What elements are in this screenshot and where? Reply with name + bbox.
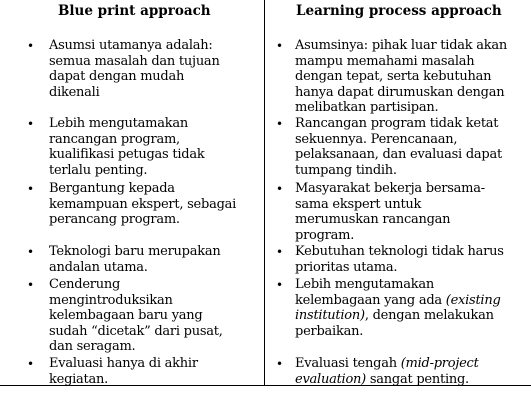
item-line: Cenderung [49, 277, 121, 292]
item-italic-text: institution) [295, 308, 365, 323]
bullet-icon: • [27, 278, 35, 292]
item-text: Evaluasi tengah [295, 356, 401, 371]
bullet-icon: • [27, 245, 35, 259]
item-line [295, 356, 479, 372]
item-line: Lebih mengutamakan [49, 116, 188, 131]
list-item [295, 181, 485, 243]
item-line: perbaikan. [295, 323, 364, 339]
list-item [295, 38, 507, 116]
item-line: tumpang tindih. [295, 162, 397, 178]
item-line: program. [295, 227, 355, 243]
item-line: sekuennya. Perencanaan, [295, 131, 458, 147]
item-text: sangat penting. [365, 371, 469, 387]
item-line: Rancangan program tidak ketat [295, 116, 499, 131]
item-line: Teknologi baru merupakan [49, 244, 221, 259]
bullet-icon: • [27, 39, 35, 53]
bullet-icon: • [276, 39, 284, 53]
list-item [49, 356, 198, 387]
item-line: dikenali [49, 84, 100, 100]
item-line: mampu memahami masalah [295, 53, 475, 69]
list-item [49, 277, 223, 355]
item-text: kelembagaan yang ada [295, 292, 446, 308]
item-line: dan seragam. [49, 339, 136, 354]
item-line: kegiatan. [49, 371, 109, 387]
item-line [295, 293, 501, 309]
item-line: dapat dengan mudah [49, 69, 185, 84]
item-line: mengintroduksikan [49, 292, 173, 308]
list-item [49, 181, 236, 228]
item-line: sudah “dicetak” dari pusat, [49, 323, 223, 339]
item-line: hanya dapat dirumuskan dengan [295, 84, 505, 100]
item-line: andalan utama. [49, 259, 148, 275]
item-line: perancang program. [49, 212, 180, 227]
list-item [49, 244, 221, 275]
header-blueprint: Blue print approach [58, 3, 211, 19]
list-item [295, 277, 501, 339]
item-line: Evaluasi hanya di akhir [49, 356, 198, 371]
item-line: rancangan program, [49, 131, 180, 147]
item-line: Asumsinya: pihak luar tidak akan [295, 38, 508, 53]
bullet-icon: • [27, 182, 35, 196]
item-line: merumuskan rancangan [295, 212, 451, 227]
item-line: terlalu penting. [49, 162, 148, 178]
item-line: Masyarakat bekerja bersama- [295, 181, 485, 196]
item-italic-text: evaluation) [295, 371, 366, 387]
item-text: , dengan melakukan [364, 308, 494, 323]
bullet-icon: • [276, 182, 284, 196]
list-item [49, 38, 220, 100]
list-item [295, 244, 504, 275]
item-line: kemampuan ekspert, sebagai [49, 196, 237, 212]
item-line: sama ekspert untuk [295, 196, 422, 212]
item-line: dengan tepat, serta kebutuhan [295, 69, 492, 84]
item-line: kualifikasi petugas tidak [49, 147, 205, 162]
item-line [295, 308, 501, 324]
item-italic-text: (existing [445, 292, 501, 308]
item-line: kelembagaan baru yang [49, 308, 203, 323]
item-line: Kebutuhan teknologi tidak harus [295, 244, 504, 259]
item-line [295, 372, 479, 388]
item-line: pelaksanaan, dan evaluasi dapat [295, 147, 502, 162]
item-line: melibatkan partisipan. [295, 100, 439, 115]
bullet-icon: • [27, 357, 35, 371]
item-line: Bergantung kepada [49, 181, 175, 196]
bullet-icon: • [276, 117, 284, 131]
list-item [49, 116, 204, 178]
bullet-icon: • [27, 117, 35, 131]
list-item [295, 116, 502, 178]
bullet-icon: • [276, 357, 284, 371]
column-divider [264, 0, 265, 386]
bullet-icon: • [276, 278, 284, 292]
item-italic-text: (mid-project [400, 356, 479, 371]
bullet-icon: • [276, 245, 284, 259]
list-item [295, 356, 479, 387]
item-line: prioritas utama. [295, 259, 398, 275]
item-line: Asumsi utamanya adalah: [49, 38, 213, 53]
item-line: semua masalah dan tujuan [49, 53, 220, 69]
header-learning-process: Learning process approach [296, 3, 502, 19]
item-line: Lebih mengutamakan [295, 277, 434, 292]
